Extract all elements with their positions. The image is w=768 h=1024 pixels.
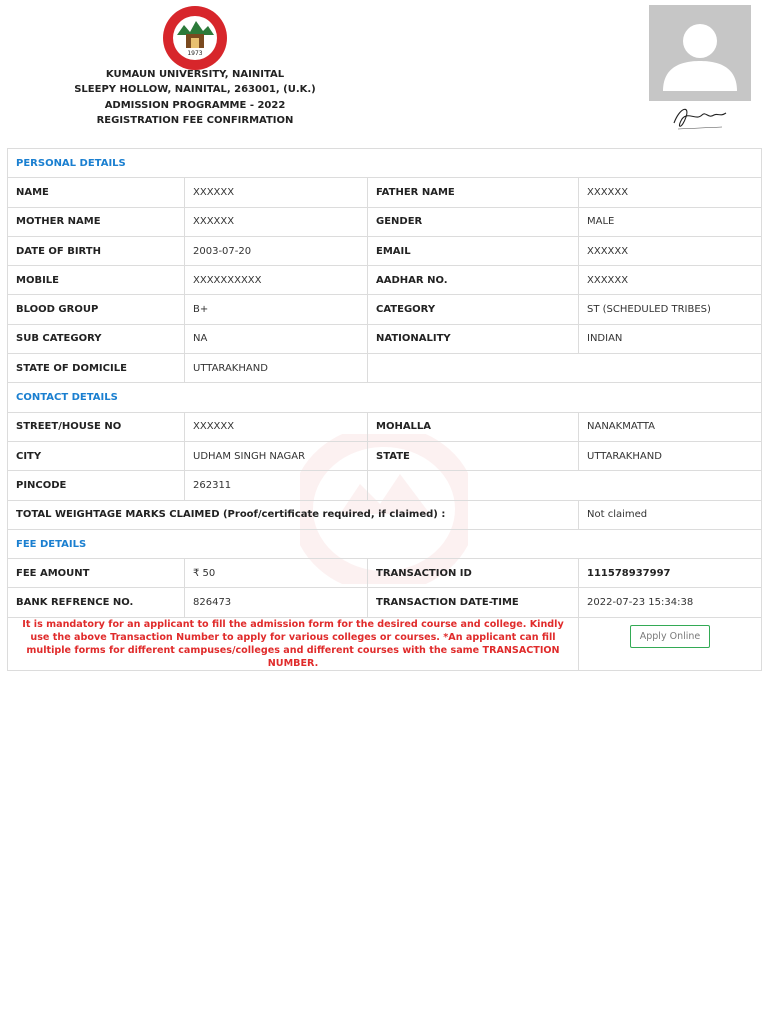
table-row <box>8 441 762 470</box>
street-value: XXXXXX <box>185 412 368 441</box>
university-seal-icon <box>162 5 228 71</box>
signature-icon <box>668 99 732 135</box>
dob-value: 2003-07-20 <box>185 236 368 265</box>
gender-value: MALE <box>579 207 762 236</box>
table-row <box>8 178 762 207</box>
empty-cell <box>368 471 762 500</box>
blood-group-label: BLOOD GROUP <box>8 295 185 324</box>
table-row <box>8 236 762 265</box>
nationality-value: INDIAN <box>579 324 762 353</box>
mohalla-label: MOHALLA <box>368 412 579 441</box>
svg-text:1973: 1973 <box>187 50 203 57</box>
personal-section-row <box>8 149 762 178</box>
city-label: CITY <box>8 441 185 470</box>
mobile-value: XXXXXXXXXX <box>185 266 368 295</box>
nationality-label: NATIONALITY <box>368 324 579 353</box>
document-title: REGISTRATION FEE CONFIRMATION <box>96 114 294 126</box>
aadhar-value: XXXXXX <box>579 266 762 295</box>
apply-online-button[interactable]: Apply Online <box>630 625 710 648</box>
contact-section-row <box>8 383 762 412</box>
table-row <box>8 295 762 324</box>
mother-name-label: MOTHER NAME <box>8 207 185 236</box>
university-name: KUMAUN UNIVERSITY, NAINITAL <box>105 69 285 80</box>
gender-label: GENDER <box>368 207 579 236</box>
city-value: UDHAM SINGH NAGAR <box>185 441 368 470</box>
transaction-datetime-value: 2022-07-23 15:34:38 <box>579 588 762 617</box>
transaction-id-value: 111578937997 <box>579 559 762 588</box>
mohalla-value: NANAKMATTA <box>579 412 762 441</box>
apply-cell <box>579 617 762 670</box>
state-value: UTTARAKHAND <box>579 441 762 470</box>
mother-name-value: XXXXXX <box>185 207 368 236</box>
weightage-row <box>8 500 762 529</box>
category-label: CATEGORY <box>368 295 579 324</box>
email-value: XXXXXX <box>579 236 762 265</box>
email-label: EMAIL <box>368 236 579 265</box>
pincode-label: PINCODE <box>8 471 185 500</box>
table-row <box>8 266 762 295</box>
table-row <box>8 559 762 588</box>
name-label: NAME <box>8 178 185 207</box>
transaction-datetime-label: TRANSACTION DATE-TIME <box>368 588 579 617</box>
sub-category-label: SUB CATEGORY <box>8 324 185 353</box>
table-row <box>8 354 762 383</box>
mobile-label: MOBILE <box>8 266 185 295</box>
transaction-id-label: TRANSACTION ID <box>368 559 579 588</box>
fee-details-heading: FEE DETAILS <box>8 529 762 558</box>
father-name-label: FATHER NAME <box>368 178 579 207</box>
fee-amount-value: ₹ 50 <box>185 559 368 588</box>
weightage-value: Not claimed <box>579 500 762 529</box>
name-value: XXXXXX <box>185 178 368 207</box>
fee-section-row <box>8 529 762 558</box>
blood-group-value: B+ <box>185 295 368 324</box>
programme-title: ADMISSION PROGRAMME - 2022 <box>104 99 286 111</box>
university-address: SLEEPY HOLLOW, NAINITAL, 263001, (U.K.) <box>74 84 316 96</box>
registration-form-table <box>7 148 762 671</box>
sub-category-value: NA <box>185 324 368 353</box>
mandatory-notice: It is mandatory for an applicant to fill the admission form for the desired course and college. Kindly use the above Transaction Number to apply for various colleges or courses. *An applicant can fill multiple forms for different campuses/colleges and different courses with the same TRANSACTION NUMBER. <box>8 617 579 670</box>
university-header <box>0 67 390 128</box>
bank-reference-label: BANK REFRENCE NO. <box>8 588 185 617</box>
street-label: STREET/HOUSE NO <box>8 412 185 441</box>
category-value: ST (SCHEDULED TRIBES) <box>579 295 762 324</box>
contact-details-heading: CONTACT DETAILS <box>8 383 762 412</box>
table-row <box>8 471 762 500</box>
notice-row <box>8 617 762 670</box>
aadhar-label: AADHAR NO. <box>368 266 579 295</box>
personal-details-heading: PERSONAL DETAILS <box>8 149 762 178</box>
table-row <box>8 412 762 441</box>
table-row <box>8 324 762 353</box>
state-label: STATE <box>368 441 579 470</box>
dob-label: DATE OF BIRTH <box>8 236 185 265</box>
bank-reference-value: 826473 <box>185 588 368 617</box>
empty-cell <box>368 354 762 383</box>
avatar-placeholder-icon <box>649 5 751 101</box>
pincode-value: 262311 <box>185 471 368 500</box>
fee-amount-label: FEE AMOUNT <box>8 559 185 588</box>
domicile-value: UTTARAKHAND <box>185 354 368 383</box>
table-row <box>8 207 762 236</box>
father-name-value: XXXXXX <box>579 178 762 207</box>
domicile-label: STATE OF DOMICILE <box>8 354 185 383</box>
weightage-label: TOTAL WEIGHTAGE MARKS CLAIMED (Proof/certificate required, if claimed) : <box>8 500 579 529</box>
table-row <box>8 588 762 617</box>
